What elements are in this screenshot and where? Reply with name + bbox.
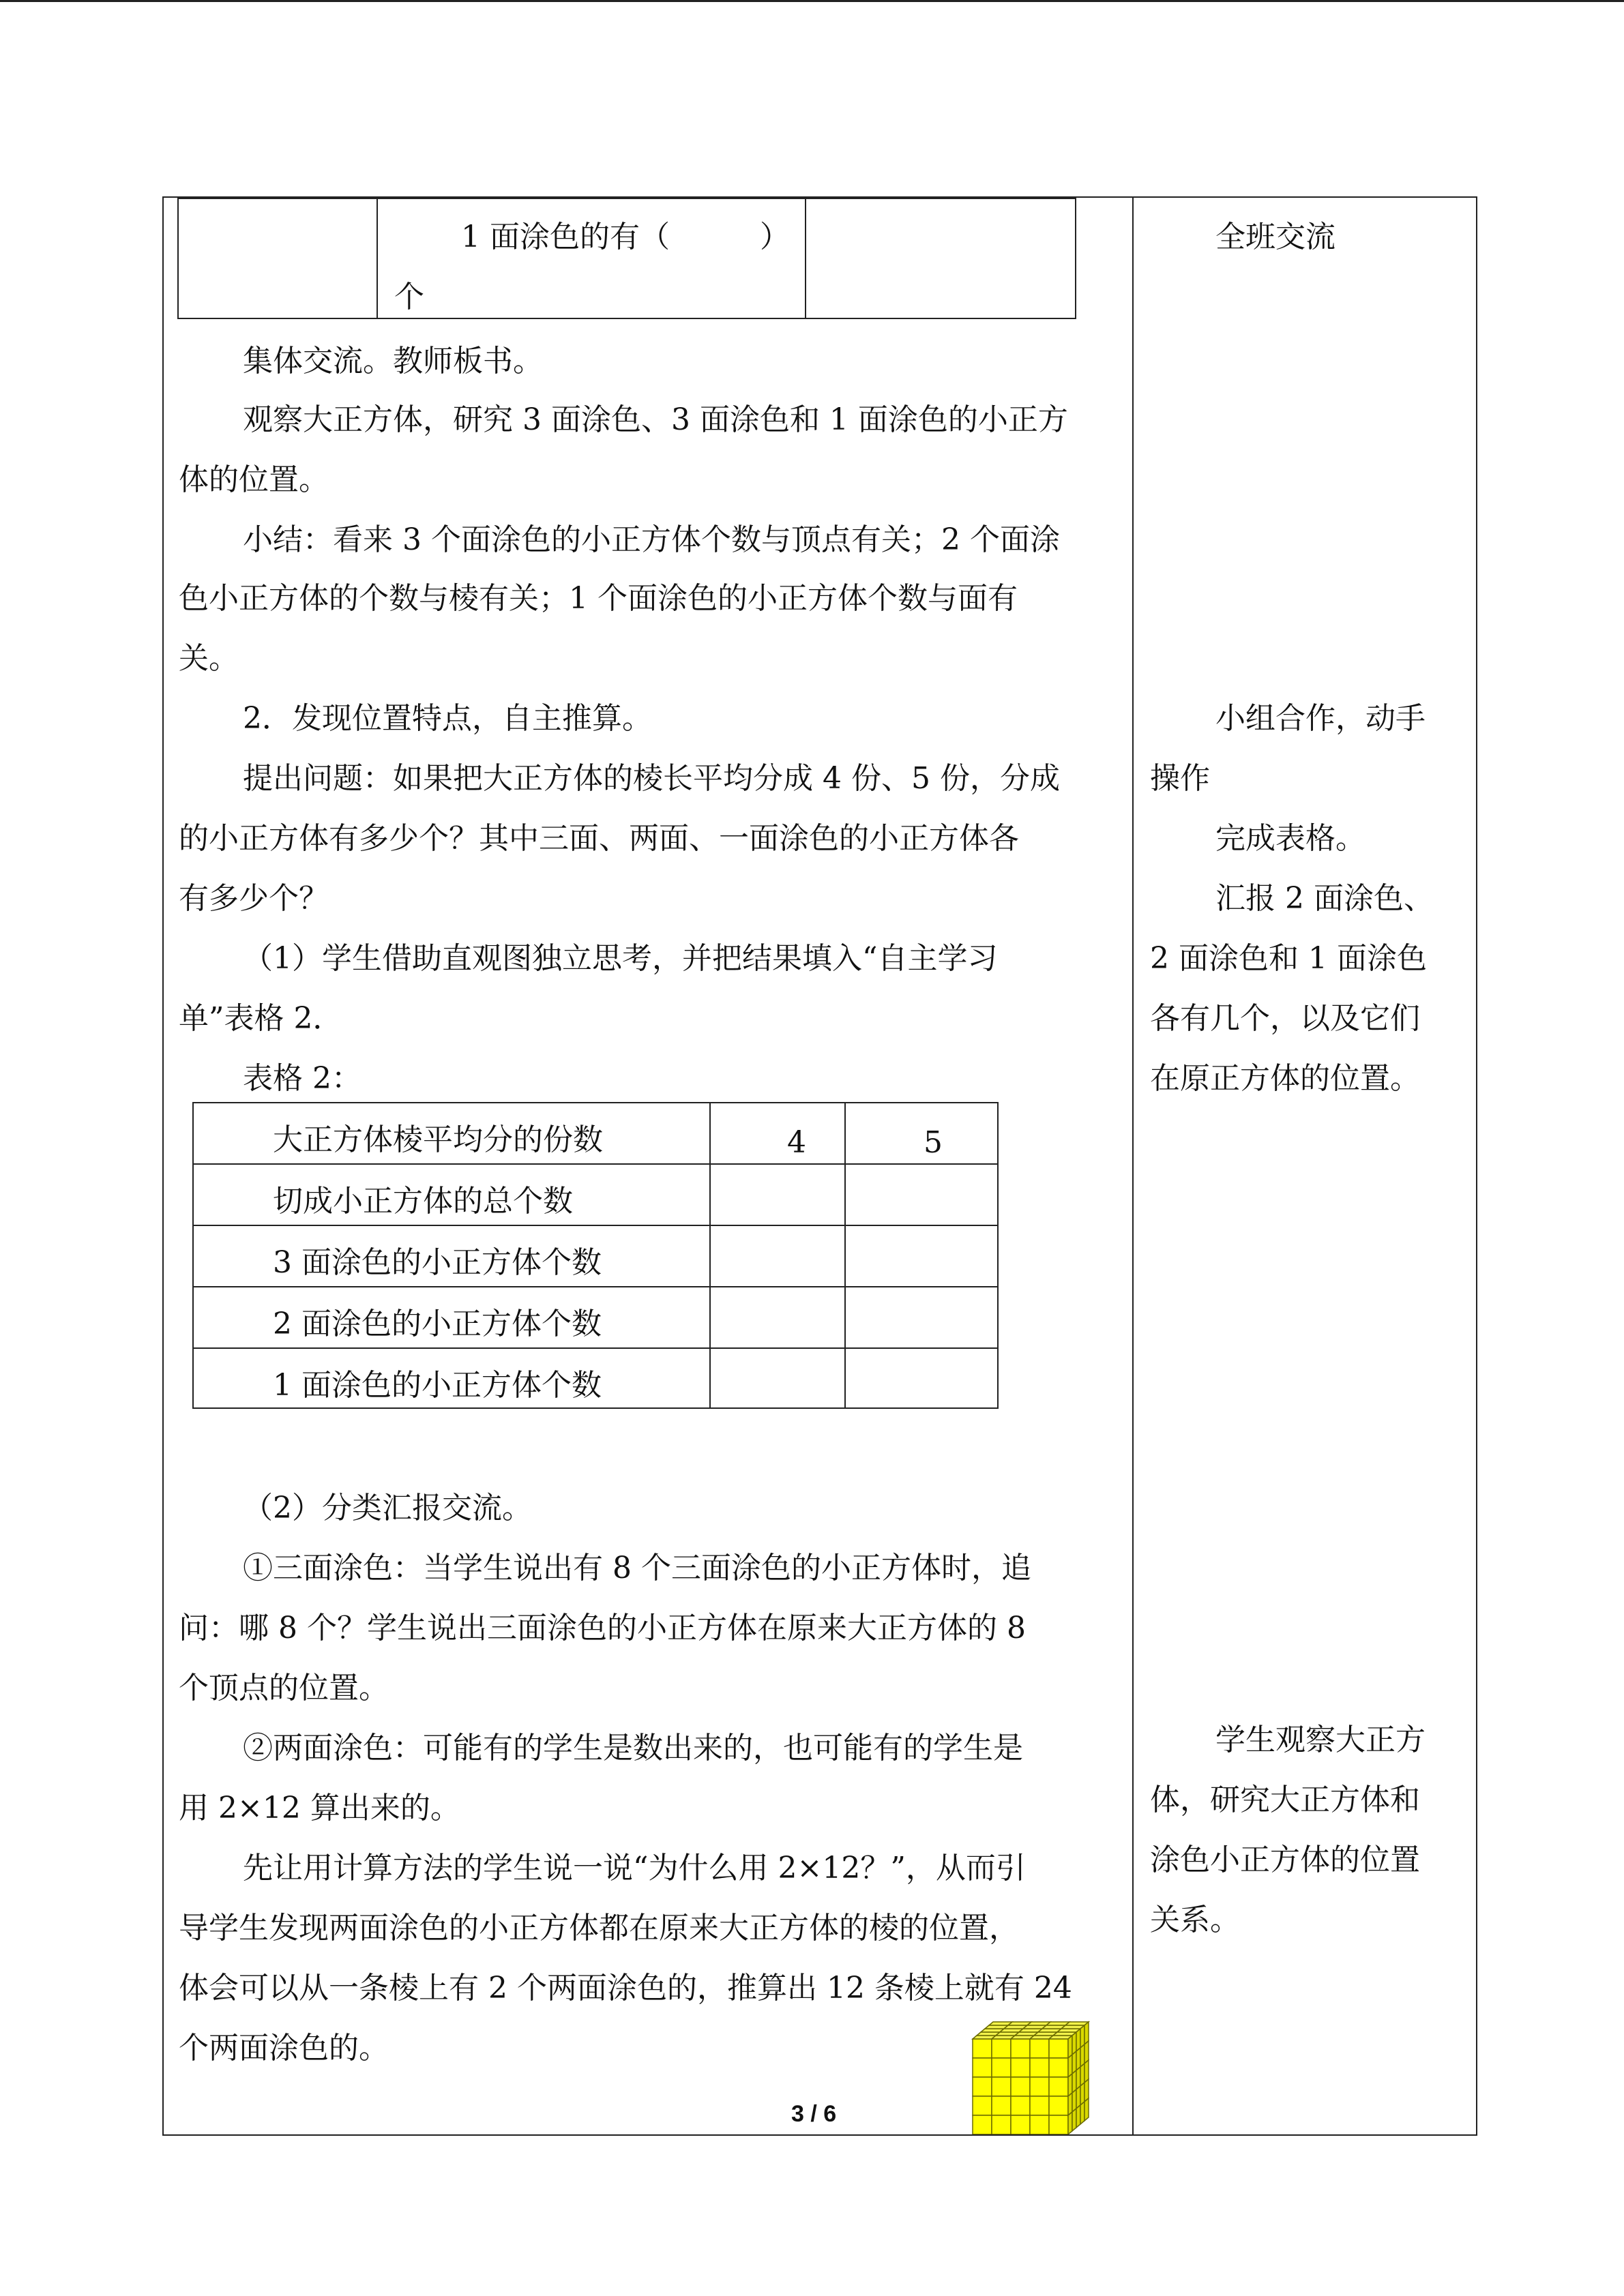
cube-illustration bbox=[971, 2012, 1094, 2134]
paragraph: 单”表格 2． bbox=[179, 1001, 343, 1036]
table-row-line bbox=[194, 1286, 997, 1287]
paragraph: 个顶点的位置。 bbox=[179, 1671, 389, 1705]
cube-front-cell bbox=[1011, 2058, 1030, 2077]
side-note: 汇报 2 面涂色、 bbox=[1215, 881, 1434, 916]
side-note: 在原正方体的位置。 bbox=[1150, 1061, 1420, 1096]
cube-front-cell bbox=[1049, 2077, 1068, 2096]
paragraph: 个两面涂色的。 bbox=[179, 2031, 389, 2066]
paragraph: （2）分类汇报交流。 bbox=[243, 1491, 532, 1525]
paragraph: 用 2×12 算出来的。 bbox=[179, 1791, 460, 1825]
cube-front-cell bbox=[1030, 2096, 1049, 2115]
table-col-line bbox=[709, 1103, 711, 1407]
cube-side-cell bbox=[1080, 2102, 1084, 2124]
paragraph: 问：哪 8 个？学生说出三面涂色的小正方体在原来大正方体的 8 bbox=[179, 1611, 1026, 1645]
cube-front-cell bbox=[1030, 2039, 1049, 2058]
table-row-line bbox=[194, 1163, 997, 1165]
cube-front-cell bbox=[973, 2077, 992, 2096]
table-row-label: 3 面涂色的小正方体个数 bbox=[273, 1245, 602, 1280]
page-number: 3 / 6 bbox=[791, 2101, 837, 2127]
cube-side-cell bbox=[1072, 2108, 1076, 2131]
cube-front-cell bbox=[1030, 2058, 1049, 2077]
side-note: 各有几个，以及它们 bbox=[1150, 1001, 1420, 1036]
table-row-line bbox=[194, 1347, 997, 1349]
paragraph: 有多少个？ bbox=[179, 881, 329, 916]
paragraph: 体的位置。 bbox=[179, 462, 329, 497]
table-row-label: 2 面涂色的小正方体个数 bbox=[273, 1307, 602, 1341]
paragraph: 集体交流。教师板书。 bbox=[243, 344, 543, 378]
cube-front-cell bbox=[973, 2058, 992, 2077]
cube-front-cell bbox=[973, 2115, 992, 2134]
table-row-line bbox=[194, 1225, 997, 1226]
fragment-cell-text: 1 面涂色的有（ ） bbox=[461, 220, 790, 254]
paragraph: 观察大正方体，研究 3 面涂色、3 面涂色和 1 面涂色的小正方 bbox=[243, 402, 1068, 437]
side-note: 全班交流 bbox=[1215, 220, 1335, 254]
cube-front-cell bbox=[1049, 2096, 1068, 2115]
cube-front-cell bbox=[992, 2058, 1011, 2077]
cube-front-cell bbox=[992, 2096, 1011, 2115]
cube-side-cell bbox=[1068, 2112, 1072, 2134]
table-row-label: 切成小正方体的总个数 bbox=[273, 1184, 573, 1219]
cube-front-cell bbox=[973, 2039, 992, 2058]
column-divider bbox=[1132, 196, 1134, 2136]
paragraph: ②两面涂色：可能有的学生是数出来的，也可能有的学生是 bbox=[243, 1731, 1023, 1765]
table-header-cell: 5 bbox=[924, 1125, 943, 1160]
side-note: 完成表格。 bbox=[1215, 821, 1365, 856]
paragraph: 2．发现位置特点，自主推算。 bbox=[243, 701, 652, 736]
cube-icon bbox=[971, 2012, 1094, 2134]
fragment-table-divider bbox=[377, 199, 378, 318]
fragment-cell-text: 个 bbox=[394, 280, 424, 314]
side-note: 关系。 bbox=[1150, 1903, 1240, 1937]
paragraph: 导学生发现两面涂色的小正方体都在原来大正方体的棱的位置， bbox=[179, 1911, 1019, 1945]
cube-front-cell bbox=[1030, 2077, 1049, 2096]
cube-front-cell bbox=[992, 2115, 1011, 2134]
paragraph: 提出问题：如果把大正方体的棱长平均分成 4 份、5 份，分成 bbox=[243, 761, 1060, 796]
paragraph: 小结：看来 3 个面涂色的小正方体个数与顶点有关；2 个面涂 bbox=[243, 522, 1060, 557]
paragraph: 色小正方体的个数与棱有关；1 个面涂色的小正方体个数与面有 bbox=[179, 581, 1018, 616]
side-note: 操作 bbox=[1150, 761, 1210, 796]
paragraph: 的小正方体有多少个？其中三面、两面、一面涂色的小正方体各 bbox=[179, 821, 1019, 856]
table-col-line bbox=[844, 1103, 846, 1407]
cube-side-cell bbox=[1076, 2105, 1080, 2128]
paragraph: 关。 bbox=[179, 641, 239, 676]
paragraph: （1）学生借助直观图独立思考，并把结果填入“自主学习 bbox=[243, 941, 998, 976]
top-rule bbox=[0, 0, 1624, 2]
cube-front-cell bbox=[1011, 2077, 1030, 2096]
table-row-label: 1 面涂色的小正方体个数 bbox=[273, 1368, 602, 1403]
cube-front-cell bbox=[1049, 2115, 1068, 2134]
table-header-cell: 4 bbox=[787, 1125, 806, 1160]
fragment-table-divider bbox=[805, 199, 806, 318]
side-note: 2 面涂色和 1 面涂色 bbox=[1150, 941, 1427, 976]
paragraph: 表格 2： bbox=[243, 1061, 361, 1096]
side-note: 小组合作，动手 bbox=[1215, 701, 1426, 736]
paragraph: 体会可以从一条棱上有 2 个两面涂色的，推算出 12 条棱上就有 24 bbox=[179, 1971, 1072, 2006]
cube-front-cell bbox=[992, 2077, 1011, 2096]
side-note: 涂色小正方体的位置 bbox=[1150, 1843, 1420, 1877]
side-note: 体，研究大正方体和 bbox=[1150, 1783, 1420, 1817]
cube-front-cell bbox=[1011, 2115, 1030, 2134]
cube-front-cell bbox=[1030, 2115, 1049, 2134]
cube-side-cell bbox=[1084, 2098, 1089, 2121]
cube-front-cell bbox=[973, 2096, 992, 2115]
cube-front-cell bbox=[992, 2039, 1011, 2058]
cube-front-cell bbox=[1011, 2096, 1030, 2115]
paragraph: 先让用计算方法的学生说一说“为什么用 2×12？”，从而引 bbox=[243, 1851, 1026, 1885]
paragraph: ①三面涂色：当学生说出有 8 个三面涂色的小正方体时，追 bbox=[243, 1551, 1031, 1585]
cube-front-cell bbox=[1049, 2058, 1068, 2077]
cube-front-cell bbox=[1049, 2039, 1068, 2058]
table-header-cell: 大正方体棱平均分的份数 bbox=[273, 1122, 603, 1157]
side-note: 学生观察大正方 bbox=[1215, 1723, 1426, 1757]
cube-front-cell bbox=[1011, 2039, 1030, 2058]
